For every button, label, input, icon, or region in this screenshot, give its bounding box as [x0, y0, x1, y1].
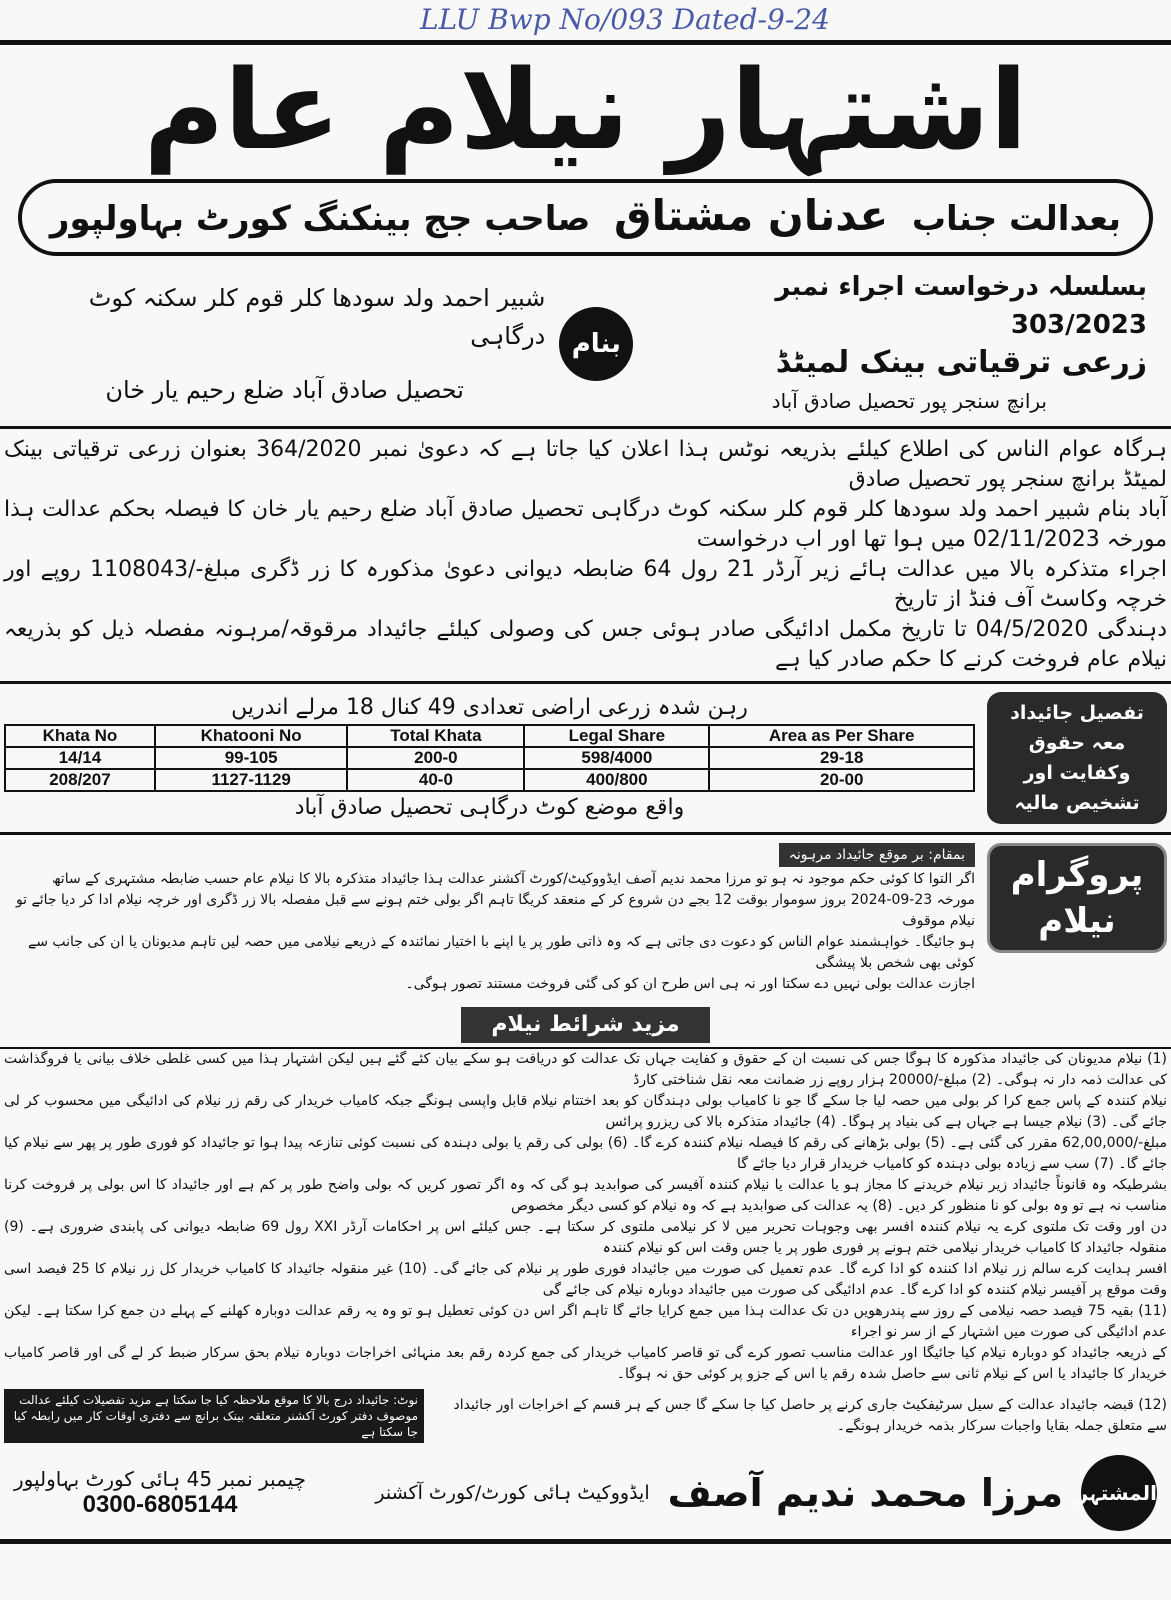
advertiser-phone: 0300-6805144 [82, 1491, 238, 1518]
advertiser-name: مرزا محمد ندیم آصف [667, 1471, 1063, 1515]
term-line: کے ذریعہ جائیداد کو دوبارہ نیلام کیا جائیگا اور عدالت مناسب تصور کرے گی تو قاصر کامیاب خریدار کی جمع کردہ رقم بعد منہائی اخراجات دوبارہ نیلام بحق سرکار ضبط کر لے گی اور قاصر کامیاب خریدار کا جائیداد یا اس کے نیلام ثانی سے حاصل شدہ رقم یا اس کے جزو پر کوئی حق نہ ہوگا۔ [4, 1345, 1167, 1382]
handwritten-reference: LLU Bwp No/093 Dated-9-24 [420, 3, 830, 36]
cell: 20-00 [709, 769, 974, 791]
program-line: اگر التوا کا کوئی حکم موجود نہ ہو تو مرزا محمد ندیم آصف ایڈووکیٹ/کورٹ آکشنر عدالت ہذا جائیداد متذکرہ بالا کا نیلام عام حسب ضابطہ مشتہری کے ساتھ [51, 871, 975, 887]
advertiser-block [4, 1447, 1167, 1539]
cell: 1127-1129 [155, 769, 348, 791]
plaintiff-block [647, 268, 1147, 420]
term-line: افسر ہدایت کرے سالم زر نیلام ادا کنندہ کو ادا کرے گا۔ عدم تعمیل کی صورت میں جائیداد فوری طور پر نیلام کی جائے گی۔ (10) غیر منقولہ جائیداد کا کامیاب خریدار کل زر نیلام کا 25 فیصد اسی وقت موقع پر آفیسر نیلام کنندہ کو ادا کرے گا۔ عدم ادائیگی کی صورت میں جائیداد دوبارہ نیلام کی جائے گی [4, 1261, 1167, 1298]
note-box: نوٹ: جائیداد درج بالا کا موقع ملاحظہ کیا جا سکتا ہے مزید تفصیلات کیلئے عدالت موصوف دفتر کورٹ آکشنر متعلقہ بینک برانچ سے دفتری اوقات کار میں رابطہ کیا جا سکتا ہے [4, 1389, 424, 1443]
venue-badge: بمقام: بر موقع جائیداد مرہونہ [779, 843, 975, 867]
terms-last-row [4, 1385, 1167, 1447]
notice-title: اشتہار نیلام عام [143, 46, 1028, 174]
column-header: Khatooni No [155, 725, 348, 747]
cell: 29-18 [709, 747, 974, 769]
property-section [4, 684, 1167, 832]
column-header: Total Khata [347, 725, 524, 747]
table-row [5, 769, 974, 791]
term-line: (1) نیلام مدیونان کی جائیداد مذکورہ کا ہوگا جس کی نسبت ان کے حقوق و کفایت جہاں تک عدالت کو دریافت ہو سکے بیان کئے گئے ہیں لیکن اشتہار ہذا میں کسی غلطی خلاف بیانی یا فروگذاشت کی عدالت ذمہ دار نہ ہوگی۔ (2) مبلغ-/20000 ہزار روپے زر ضمانت معہ نقل شناختی کارڈ [4, 1051, 1167, 1088]
program-line: اجازت عدالت بولی نہیں دے سکتا اور نہ ہی اس طرح ان کو کی گئی فروخت مستند تصور ہوگی۔ [405, 976, 975, 992]
body-line: آباد بنام شبیر احمد ولد سودھا کلر قوم کلر سکنہ کوٹ درگاہی تحصیل صادق آباد ضلع رحیم یار خان کا فیصلہ بحکم عدالت ہذا مورخہ 02/11/2023 میں ہوا تھا اور اب درخواست [4, 497, 1167, 552]
judge-name: عدنان مشتاق [614, 191, 889, 240]
term-line: نیلام کنندہ کے پاس جمع کرا کر بولی میں حصہ لیا جا سکے گا جو نا کامیاب بولی دہندگان کو بعد اختتام نیلام قابل واپسی ہونگے جبکہ کامیاب خریدار کی رقم زر نیلام کی ادائیگی میں محسوب کر لی جائے گی۔ (3) نیلام جیسا ہے جہاں ہے کی بنیاد پر ہوگا۔ (4) جائیداد متذکرہ بالا کی ریزرو پرائس [4, 1093, 1167, 1130]
cell: 99-105 [155, 747, 348, 769]
versus-badge: بنام [559, 307, 633, 381]
plaintiff-branch: برانچ سنجر پور تحصیل صادق آباد [771, 389, 1047, 413]
property-table [4, 724, 975, 792]
column-header: Khata No [5, 725, 155, 747]
cell: 400/800 [524, 769, 709, 791]
property-details-label: تفصیل جائیداد معہ حقوق وکفایت اور تشخیص مالیہ [987, 692, 1167, 824]
advertiser-contact [14, 1467, 306, 1519]
column-header: Legal Share [524, 725, 709, 747]
table-row [5, 747, 974, 769]
cell: 40-0 [347, 769, 524, 791]
term-line: (11) بقیہ 75 فیصد حصہ نیلامی کے روز سے پندرھویں دن تک عدالت ہذا میں جمع کرایا جائے گا تاہم اگر اس دن کوئی تعطیل ہو تو وہ یہ رقم عدالت دوبارہ کھلنے کے پہلے دن جمع کرا سکتا ہے۔ لیکن عدم ادائیگی کی صورت میں اشتہار کے از سر نو اجراء [4, 1303, 1167, 1340]
property-location: واقع موضع کوٹ درگاہی تحصیل صادق آباد [294, 795, 685, 820]
court-banner [18, 179, 1153, 256]
property-heading: رہن شدہ زرعی اراضی تعدادی 49 کنال 18 مرلے اندریں [231, 695, 748, 720]
term-line: بشرطیکہ وہ قانوناً جائیداد زیر نیلام خریدنے کا مجاز ہو یا عدالت یا نیلام کنندہ آفیسر کی صوابدید ہو گی کہ وہ اگر تصور کریں کہ بولی واضح طور پر کم ہے اور جائیداد کا اس بولی پر فروخت کرنا مناسب نہ ہے تو وہ بولی کو نا منظور کر دیں۔ (8) یہ عدالت کی صوابدید ہے کہ وہ نیلام کو کسی دیگر مخصوص [4, 1177, 1167, 1214]
advertiser-seal: المشتہر [1081, 1455, 1157, 1531]
program-line: ہو جائیگا۔ خواہشمند عوام الناس کو دعوت دی جاتی ہے کہ وہ ذاتی طور پر یا اپنے با اختیار نمائندہ کے ذریعے نیلامی میں حصہ لیں تاہم مدیونان یا ان کی جانب سے کوئی بھی شخص بلا پیشگی [28, 934, 975, 971]
column-header: Area as Per Share [709, 725, 974, 747]
notice-body [4, 429, 1167, 681]
defendant-line: شبیر احمد ولد سودھا کلر قوم کلر سکنہ کوٹ درگاہی [88, 284, 546, 350]
court-suffix: صاحب جج بینکنگ کورٹ بہاولپور [49, 199, 591, 239]
cell: 200-0 [347, 747, 524, 769]
table-header-row [5, 725, 974, 747]
divider [0, 1539, 1171, 1544]
body-line: ہرگاہ عوام الناس کی اطلاع کیلئے بذریعہ نوٹس ہذا اعلان کیا جاتا ہے کہ دعویٰ نمبر 364/2020 بعنوان زرعی ترقیاتی بینک لمیٹڈ برانچ سنجر پور تحصیل صادق [4, 437, 1167, 492]
defendant-block [24, 279, 545, 409]
cell: 598/4000 [524, 747, 709, 769]
defendant-line: تحصیل صادق آباد ضلع رحیم یار خان [105, 376, 464, 404]
term-line: (12) قبضہ جائیداد عدالت کے سیل سرٹیفکیٹ جاری کرنے پر حاصل کیا جا سکے گا جس کے ہر قسم کے اخراجات اور جائیداد سے متعلق جملہ بقایا واجبات سرکار بذمہ خریدار ہونگے۔ [453, 1397, 1167, 1434]
cell: 14/14 [5, 747, 155, 769]
body-line: دہندگی 04/5/2020 تا تاریخ مکمل ادائیگی صادر ہوئی جس کی وصولی کیلئے جائیداد مرقوقہ/مرہونہ مفصلہ ذیل کو بذریعہ نیلام عام فروخت کرنے کا حکم صادر کیا ہے [4, 617, 1167, 672]
auction-program [4, 843, 975, 995]
property-content [4, 692, 975, 824]
advertiser-title: ایڈووکیٹ ہائی کورٹ/کورٹ آکشنر [375, 1482, 650, 1504]
auction-program-label: پروگرام نیلام [987, 843, 1167, 953]
terms-list [4, 1049, 1167, 1385]
program-line: مورخہ 23-09-2024 بروز سوموار بوقت 12 بجے دن شروع کر کے منعقد کریگا تاہم اگر بولی ختم ہونے سے قبل مفصلہ بالا زر ڈگری اور خرچہ نیلام ادا کر دیا جائے تو نیلام موقوف [15, 892, 975, 929]
advertiser-address: چیمبر نمبر 45 ہائی کورٹ بہاولپور [14, 1467, 307, 1491]
case-number: بسلسلہ درخواست اجراء نمبر 303/2023 [775, 272, 1147, 340]
body-line: اجراء متذکرہ بالا میں عدالت ہائے زیر آرڈر 21 رول 64 ضابطہ دیوانی دعویٰ مذکورہ کا زر ڈگری مبلغ-/1108043 روپے اور خرچہ وکاسٹ آف فنڈ از تاریخ [4, 557, 1168, 612]
case-parties [4, 262, 1167, 426]
cell: 208/207 [5, 769, 155, 791]
plaintiff: زرعی ترقیاتی بینک لمیٹڈ [775, 345, 1147, 380]
term-line: مبلغ-/62,00,000 مقرر کی گئی ہے۔ (5) بولی بڑھانے کی رقم کا فیصلہ نیلام کنندہ کرے گا۔ (6) بولی کی رقم یا بولی دہندہ کی نسبت کوئی تنازعہ پیدا ہوا تو جائیداد کو فوری طور پر پھر سے نیلام کیا جائے گا۔ (7) سب سے زیادہ بولی دہندہ کو کامیاب خریدار قرار دیا جائے گا [4, 1135, 1167, 1172]
terms-heading: مزید شرائط نیلام [461, 1007, 709, 1043]
court-prefix: بعدالت جناب [911, 199, 1122, 239]
term-line: دن اور وقت تک ملتوی کرے یہ نیلام کنندہ افسر بھی وجوہات تحریر میں لا کر نیلامی ملتوی کر سکتا ہے۔ جس کیلئے اس پر احکامات آرڈر XXI رول 69 ضابطہ دیوانی کی پابندی ضروری ہے۔ (9) منقولہ جائیداد کا کامیاب خریدار نیلامی ختم ہونے پر فوری طور پر یا جس وقت اس کو نیلام کنندہ [4, 1219, 1168, 1256]
program-section [4, 835, 1167, 1003]
